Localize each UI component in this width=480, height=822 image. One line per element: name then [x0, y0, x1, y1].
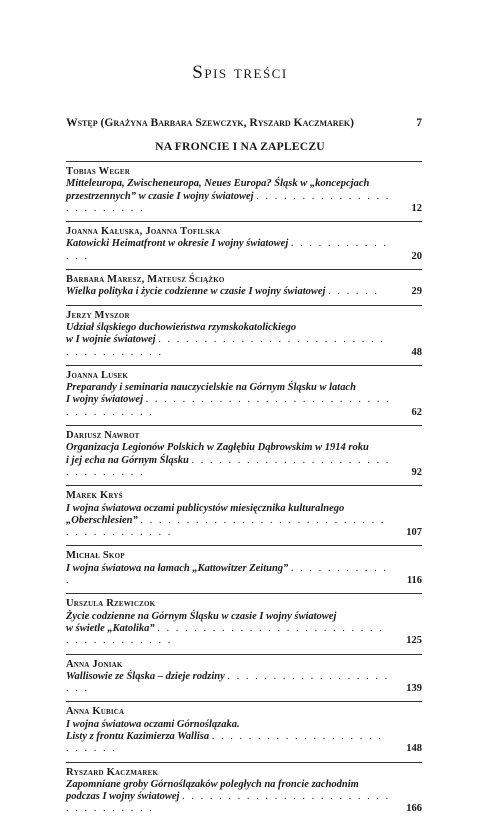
toc-entry[interactable]	[66, 762, 422, 822]
dot-leader: . . . . . . . . . . . . . . . . . . . . . . . . . . . . . . . . . . . . . . .	[66, 514, 386, 539]
dot-leader: . . . . . . . . . . . . . . . . . . . . . . . . . . . . . . . . . . . . .	[66, 622, 384, 647]
toc-entry[interactable]	[66, 221, 422, 269]
toc-entry[interactable]	[66, 545, 422, 593]
dot-leader: . . . . . . . . . . . . . . . . . . . . . . . .	[66, 190, 391, 214]
entry-title-line	[66, 394, 392, 419]
entry-author: Joanna Lusek	[66, 369, 129, 381]
entry-title-text: Wielka polityka i życie codzienne w czasie I wojny światowej	[66, 286, 326, 298]
entry-author: Ryszard Kaczmarek	[66, 766, 159, 778]
entry-author: Joanna Kałuska, Joanna Tofilska	[66, 226, 221, 238]
entry-page-number: 166	[406, 803, 422, 815]
entry-title	[66, 178, 392, 215]
toc-entry[interactable]	[66, 701, 422, 761]
dot-leader: . . . . . . . . . . . . . . . . . . . . . . . . . . . . . . . . . . . .	[66, 334, 385, 358]
entry-title-line	[66, 503, 392, 515]
entry-author: Anna Kubica	[66, 706, 125, 718]
entry-page-number: 62	[411, 406, 422, 418]
entry-author: Anna Joniak	[66, 658, 123, 670]
toc-entry[interactable]	[66, 305, 422, 365]
section-heading: NA FRONCIE I NA ZAPLECZU	[155, 140, 325, 153]
entry-title-text: I wojna światowa oczami Górnoślązaka.	[66, 718, 240, 730]
entry-title-line	[66, 671, 392, 696]
entry-page-number: 148	[406, 743, 422, 755]
dot-leader: . . . . . . . . . . . . . . . . . . . . . . . . . . . . . . . . . . . . .	[66, 394, 391, 418]
entry-title	[66, 442, 392, 479]
entry-title-text: i jej echa na Górnym Śląsku	[66, 454, 189, 466]
entry-title	[66, 779, 392, 816]
toc-entry[interactable]	[66, 593, 422, 653]
entry-title-line	[66, 455, 392, 480]
entry-title	[66, 503, 392, 540]
dot-leader: . . . . . . . . . . . . . .	[66, 238, 389, 262]
entry-page-number: 20	[411, 250, 422, 262]
toc-entry[interactable]	[66, 425, 422, 485]
entry-title-text: I wojna światowa oczami publicystów miesięcznika kulturalnego	[66, 502, 345, 514]
entry-title-text: Organizacja Legionów Polskich w Zagłębiu Dąbrowskim w 1914 roku	[66, 442, 369, 454]
entry-author: Barbara Maresz, Mateusz Ściążko	[66, 274, 225, 286]
entry-title-text: Życie codzienne na Górnym Śląsku w czasie I wojny światowej	[66, 610, 337, 622]
toc-entry[interactable]	[66, 654, 422, 702]
dot-leader: . . . . . . . . . . . . . . . . . . . . . . . . .	[66, 730, 383, 755]
dot-leader: . . . . . . . . . . . . . . . . . . . . . . . . . . . . . . . . .	[66, 791, 391, 815]
page-title: Spis treści	[192, 62, 288, 83]
dot-leader: . . . . . . . . . . . . . . . . . . . . . . . . . . . . . . .	[66, 454, 391, 478]
intro-page-number: 7	[416, 116, 422, 129]
entry-title	[66, 563, 392, 588]
toc-entries	[66, 161, 422, 822]
entry-author: Michał Skop	[66, 550, 125, 562]
entry-title-line	[66, 791, 392, 816]
entry-author: Dariusz Nawrot	[66, 430, 140, 442]
entry-title-line	[66, 611, 392, 623]
dot-leader: . . . . . . . . . . . .	[66, 562, 389, 587]
entry-title-text: Listy z frontu Kazimierza Wallisa	[66, 730, 210, 742]
entry-title	[66, 286, 392, 298]
entry-title	[66, 719, 392, 756]
entry-title-text: w I wojnie światowej	[66, 334, 156, 346]
toc-entry[interactable]	[66, 485, 422, 545]
entry-title-text: Katowicki Heimatfront w okresie I wojny światowej	[66, 238, 289, 250]
entry-title	[66, 671, 392, 696]
entry-page-number: 12	[411, 202, 422, 214]
entry-title-text: przestrzennych” w czasie I wojny światowej	[66, 190, 254, 202]
entry-title-text: w świetle „Katolika”	[66, 622, 155, 634]
intro-text: Wstęp (Grażyna Barbara Szewczyk, Ryszard Kaczmarek)	[66, 116, 354, 129]
entry-title-line	[66, 382, 392, 394]
entry-title-line	[66, 191, 392, 216]
entry-title-line	[66, 334, 392, 359]
entry-title-line	[66, 779, 392, 791]
dot-leader: . . . . . . . . . . . . . . . . . . . . .	[66, 670, 390, 695]
entry-title-text: Mitteleuropa, Zwischeneuropa, Neues Europa? Śląsk w „koncepcjach	[66, 178, 370, 190]
entry-title-line	[66, 178, 392, 190]
entry-author: Urszula Rzewiczok	[66, 598, 156, 610]
dot-leader: . . . . . .	[328, 286, 379, 298]
entry-title-line	[66, 719, 392, 731]
entry-page-number: 116	[406, 575, 422, 587]
entry-author: Tobias Weger	[66, 166, 130, 177]
entry-title-line	[66, 442, 392, 454]
entry-title-line	[66, 731, 392, 756]
entry-title	[66, 238, 392, 263]
entry-title-text: podczas I wojny światowej	[66, 791, 180, 803]
entry-title-text: Preparandy i seminaria nauczycielskie na Górnym Śląsku w latach	[66, 382, 356, 394]
entry-title-line	[66, 286, 392, 298]
toc-entry[interactable]	[66, 269, 422, 305]
entry-title-text: „Oberschlesien”	[66, 514, 138, 526]
entry-page-number: 29	[411, 286, 422, 298]
entry-title	[66, 322, 392, 359]
entry-page-number: 92	[411, 466, 422, 478]
entry-title-line	[66, 623, 392, 648]
entry-title-text: Udział śląskiego duchowieństwa rzymskokatolickiego	[66, 321, 297, 333]
toc-entry[interactable]	[66, 365, 422, 425]
entry-author: Marek Kryś	[66, 490, 123, 502]
toc-entry[interactable]	[66, 161, 422, 221]
entry-title-text: Wallisowie ze Śląska – dzieje rodziny	[66, 670, 225, 682]
entry-title	[66, 611, 392, 648]
entry-title-line	[66, 563, 392, 588]
intro-entry[interactable]	[66, 116, 422, 129]
entry-title	[66, 382, 392, 419]
entry-page-number: 107	[406, 527, 422, 539]
entry-page-number: 139	[406, 683, 422, 695]
entry-title-text: I wojna światowa na łamach „Kattowitzer Zeitung”	[66, 562, 289, 574]
entry-page-number: 48	[411, 346, 422, 358]
entry-title-text: I wojny światowej	[66, 394, 144, 406]
entry-title-line	[66, 515, 392, 540]
entry-page-number: 125	[406, 635, 422, 647]
entry-title-line	[66, 322, 392, 334]
entry-title-text: Zapomniane groby Górnoślązaków poległych na froncie zachodnim	[66, 778, 359, 790]
entry-title-line	[66, 238, 392, 263]
entry-author: Jerzy Myszor	[66, 309, 130, 321]
